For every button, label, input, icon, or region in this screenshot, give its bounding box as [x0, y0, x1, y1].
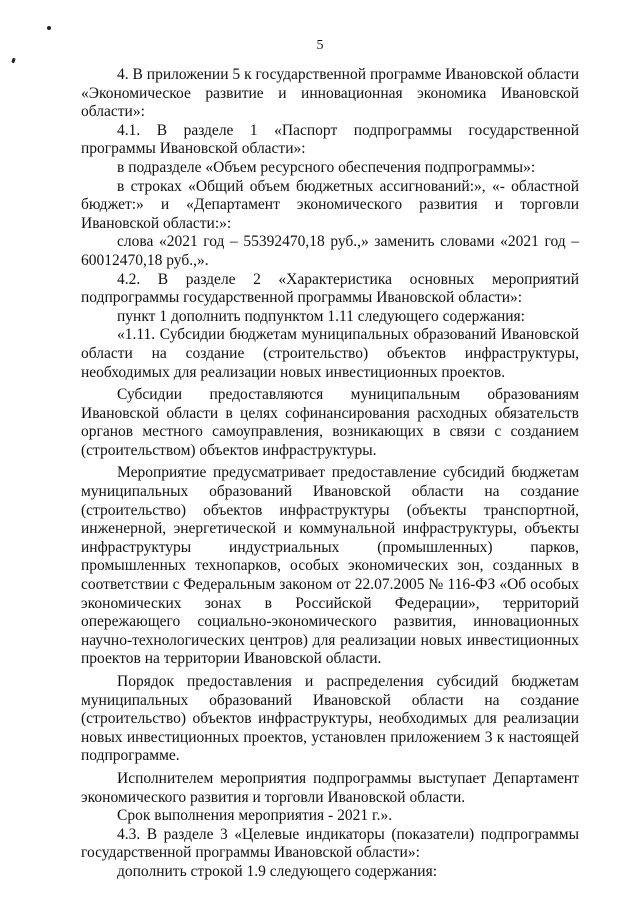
- page-number: 5: [316, 38, 324, 53]
- paragraph-replace-words: слова «2021 год – 55392470,18 руб.,» заменить словами «2021 год – 60012470,18 руб.,».: [81, 233, 579, 269]
- paragraph-add-row: дополнить строкой 1.9 следующего содержания:: [117, 862, 438, 880]
- paragraph-procedure: Порядок предоставления и распределения субсидий бюджетам муниципальных образований Ивановской области на создание (строительство) объектов инфраструктуры, необходимых для реализации новых инвестиционных проектов, установлен приложением 3 к настоящей подпрограмме.: [81, 673, 579, 765]
- paragraph-section-4-1: 4.1. В разделе 1 «Паспорт подпрограммы государственной программы Ивановской области»:: [81, 121, 579, 158]
- scan-mark: [11, 58, 16, 64]
- paragraph-measure: Мероприятие предусматривает предоставление субсидий бюджетам муниципальных образований Ивановской области на создание (строительство) объектов инфраструктуры (объекты транспортной, инженерной, энергетической и коммунальной инфраструктуры, объекты инфраструктуры индустриальных (промышленных) парков, промышленных технопарков, особых экономических зон, созданных в соответствии с Федеральным законом от 22.07.2005 № 116-ФЗ «Об особых экономических зонах в Российской Федерации», территорий опережающего социально-экономического развития, инновационных научно-технологических центров) для реализации новых инвестиционных проектов на территории Ивановской области.: [81, 464, 579, 668]
- scan-mark: [47, 26, 51, 30]
- paragraph-executor: Исполнителем мероприятия подпрограммы выступает Департамент экономического развития и торговли Ивановской области.: [81, 769, 579, 806]
- paragraph-point-1: пункт 1 дополнить подпунктом 1.11 следующего содержания:: [117, 307, 525, 325]
- paragraph-deadline: Срок выполнения мероприятия - 2021 г.».: [117, 807, 393, 825]
- document-body: [81, 66, 579, 882]
- paragraph-subsection: в подразделе «Объем ресурсного обеспечения подпрограммы»:: [117, 158, 536, 176]
- paragraph-section-4-3: 4.3. В разделе 3 «Целевые индикаторы (показатели) подпрограммы государственной программы Ивановской области»:: [81, 825, 579, 862]
- paragraph-section-4: 4. В приложении 5 к государственной программе Ивановской области «Экономическое развитие и инновационная экономика Ивановской области»:: [81, 66, 579, 121]
- paragraph-section-4-2: 4.2. В разделе 2 «Характеристика основных мероприятий подпрограммы государственной программы Ивановской области»:: [81, 270, 579, 307]
- paragraph-rows: в строках «Общий объем бюджетных ассигнований:», «- областной бюджет:» и «Департамент экономического развития и торговли Ивановской области:»:: [81, 177, 579, 232]
- paragraph-subsidies: Субсидии предоставляются муниципальным образованиям Ивановской области в целях софинансирования расходных обязательств органов местного самоуправления, возникающих в связи с созданием (строительством) объектов инфраструктуры.: [81, 386, 579, 459]
- paragraph-1-11: «1.11. Субсидии бюджетам муниципальных образований Ивановской области на создание (строительство) объектов инфраструктуры, необходимых для реализации новых инвестиционных проектов.: [81, 326, 579, 381]
